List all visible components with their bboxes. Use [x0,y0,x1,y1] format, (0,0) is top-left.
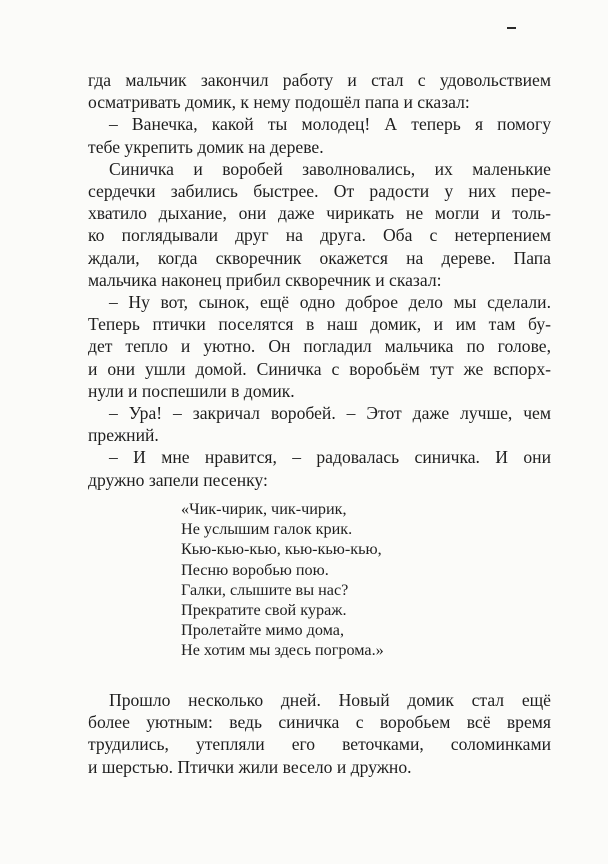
text-line: – И мне нравится, – радовалась синичка. И они [109,447,551,468]
paragraph [88,113,551,157]
verse-line: Не хотим мы здесь погрома.» [181,641,384,660]
text-line: нули и поспешили в домик. [88,380,295,401]
text-line: Теперь птички поселятся в наш домик, и им там бу- [88,314,551,335]
text-line: гда мальчик закончил работу и стал с удовольствием [88,70,551,90]
text-line: прежний. [88,425,159,446]
text-line: мальчика наконец прибил скворечник и сказал: [88,269,442,290]
text-line: трудились, утепляли его веточками, соломинками [88,734,551,755]
closing-paragraph [88,689,551,778]
text-line: и они ушли домой. Синичка с воробьём тут же вспорх- [88,358,551,379]
verse-line: Галки, слышите вы нас? [181,580,349,599]
text-line: осматривать домик, к нему подошёл папа и сказал: [88,92,470,113]
text-line: и шерстью. Птички жили весело и дружно. [88,756,412,777]
verse-line: Песню воробью пою. [181,560,329,579]
text-line: хватило дыхание, они даже чирикать не могли и толь- [88,203,551,224]
text-line: более уютным: ведь синичка с воробьем всё время [88,712,551,733]
text-line: дет тепло и уютно. Он погладил мальчика по голове, [88,336,551,357]
text-line: Синичка и воробей заволновались, их маленькие [109,158,551,179]
paragraph [88,446,551,490]
paragraph [88,291,551,402]
text-line: Прошло несколько дней. Новый домик стал ещё [109,690,551,710]
text-line: – Ну вот, сынок, ещё одно доброе дело мы сделали. [109,292,551,313]
paragraph [88,69,551,113]
verse-line: «Чик-чирик, чик-чирик, [181,500,347,518]
text-line: – Ура! – закричал воробей. – Этот даже лучше, чем [109,403,551,424]
verse-line: Кью-кью-кью, кью-кью-кью, [181,540,382,559]
verse-line: Не услышим галок крик. [181,520,353,539]
verse-line: Прекратите свой кураж. [181,601,347,620]
paragraph [88,402,551,446]
text-line: тебе укрепить домик на дереве. [88,136,324,157]
page-corner-mark [507,27,516,29]
text-line: – Ванечка, какой ты молодец! А теперь я помогу [109,114,551,135]
text-line: сердечки забились быстрее. От радости у них пере- [88,181,551,202]
text-line: ко поглядывали друг на друга. Оба с нетерпением [88,225,551,246]
text-line: ждали, когда скворечник окажется на дереве. Папа [88,247,551,268]
verse-line: Пролетайте мимо дома, [181,621,345,640]
text-line: дружно запели песенку: [88,469,268,490]
paragraph [88,158,551,291]
story-text [88,69,551,491]
song-verse [181,499,481,661]
